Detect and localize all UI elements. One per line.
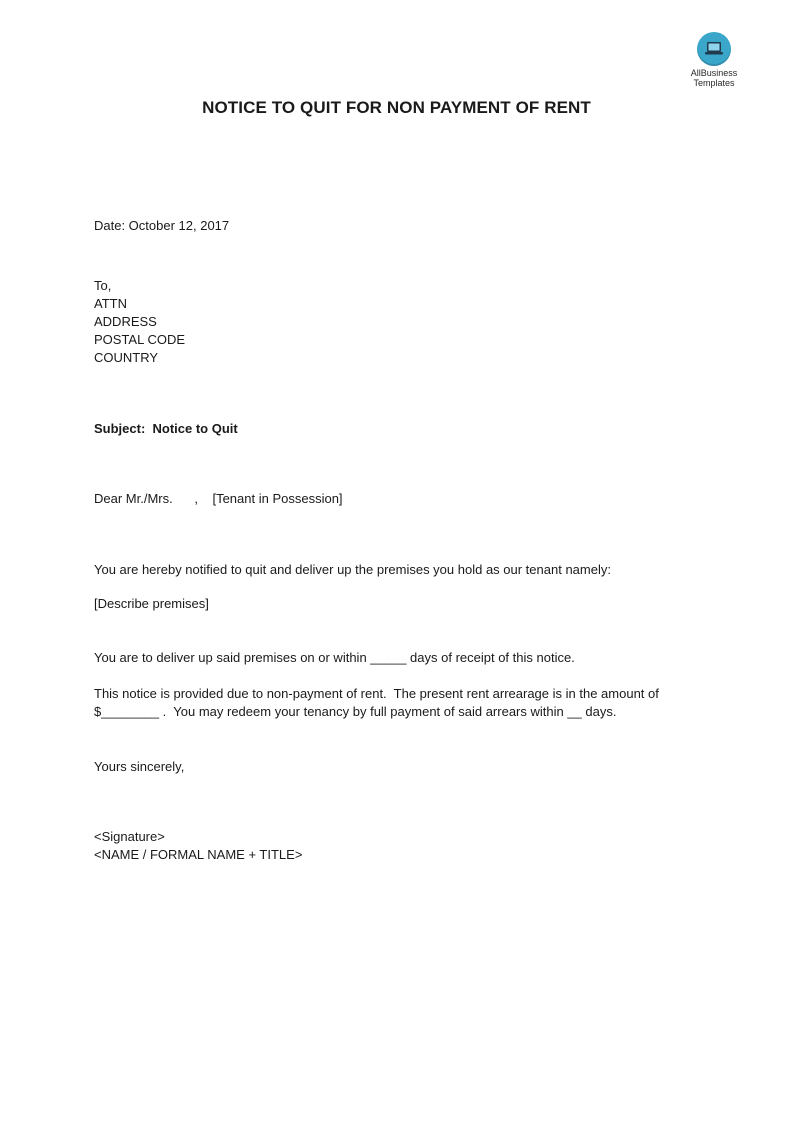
allbusiness-templates-logo: [682, 32, 746, 88]
body-paragraph-4-line-1: This notice is provided due to non-payment of rent. The present rent arrearage is in the amount of: [94, 686, 659, 701]
recipient-address: ADDRESS: [94, 314, 157, 329]
body-paragraph-1: You are hereby notified to quit and deliver up the premises you hold as our tenant namely:: [94, 562, 611, 577]
body-paragraph-2: [Describe premises]: [94, 596, 209, 611]
greeting-line: Dear Mr./Mrs. , [Tenant in Possession]: [94, 491, 343, 506]
body-paragraph-3: You are to deliver up said premises on or within _____ days of receipt of this notice.: [94, 650, 575, 665]
signature-placeholder: <Signature>: [94, 829, 165, 844]
closing-line: Yours sincerely,: [94, 759, 185, 774]
subject-line: Subject: Notice to Quit: [94, 421, 238, 436]
recipient-attn: ATTN: [94, 296, 127, 311]
recipient-country: COUNTRY: [94, 350, 159, 365]
recipient-postal-code: POSTAL CODE: [94, 332, 186, 347]
name-title-placeholder: <NAME / FORMAL NAME + TITLE>: [94, 847, 303, 862]
document-title: NOTICE TO QUIT FOR NON PAYMENT OF RENT: [202, 98, 591, 117]
body-paragraph-4-line-2: $________ . You may redeem your tenancy by full payment of said arrears within __ days.: [94, 704, 617, 719]
date-line: Date: October 12, 2017: [94, 218, 230, 233]
recipient-salutation: To,: [94, 278, 112, 293]
logo-text-line2: Templates: [693, 78, 735, 88]
laptop-icon: [697, 32, 731, 66]
logo-text-line1: AllBusiness: [690, 68, 738, 78]
